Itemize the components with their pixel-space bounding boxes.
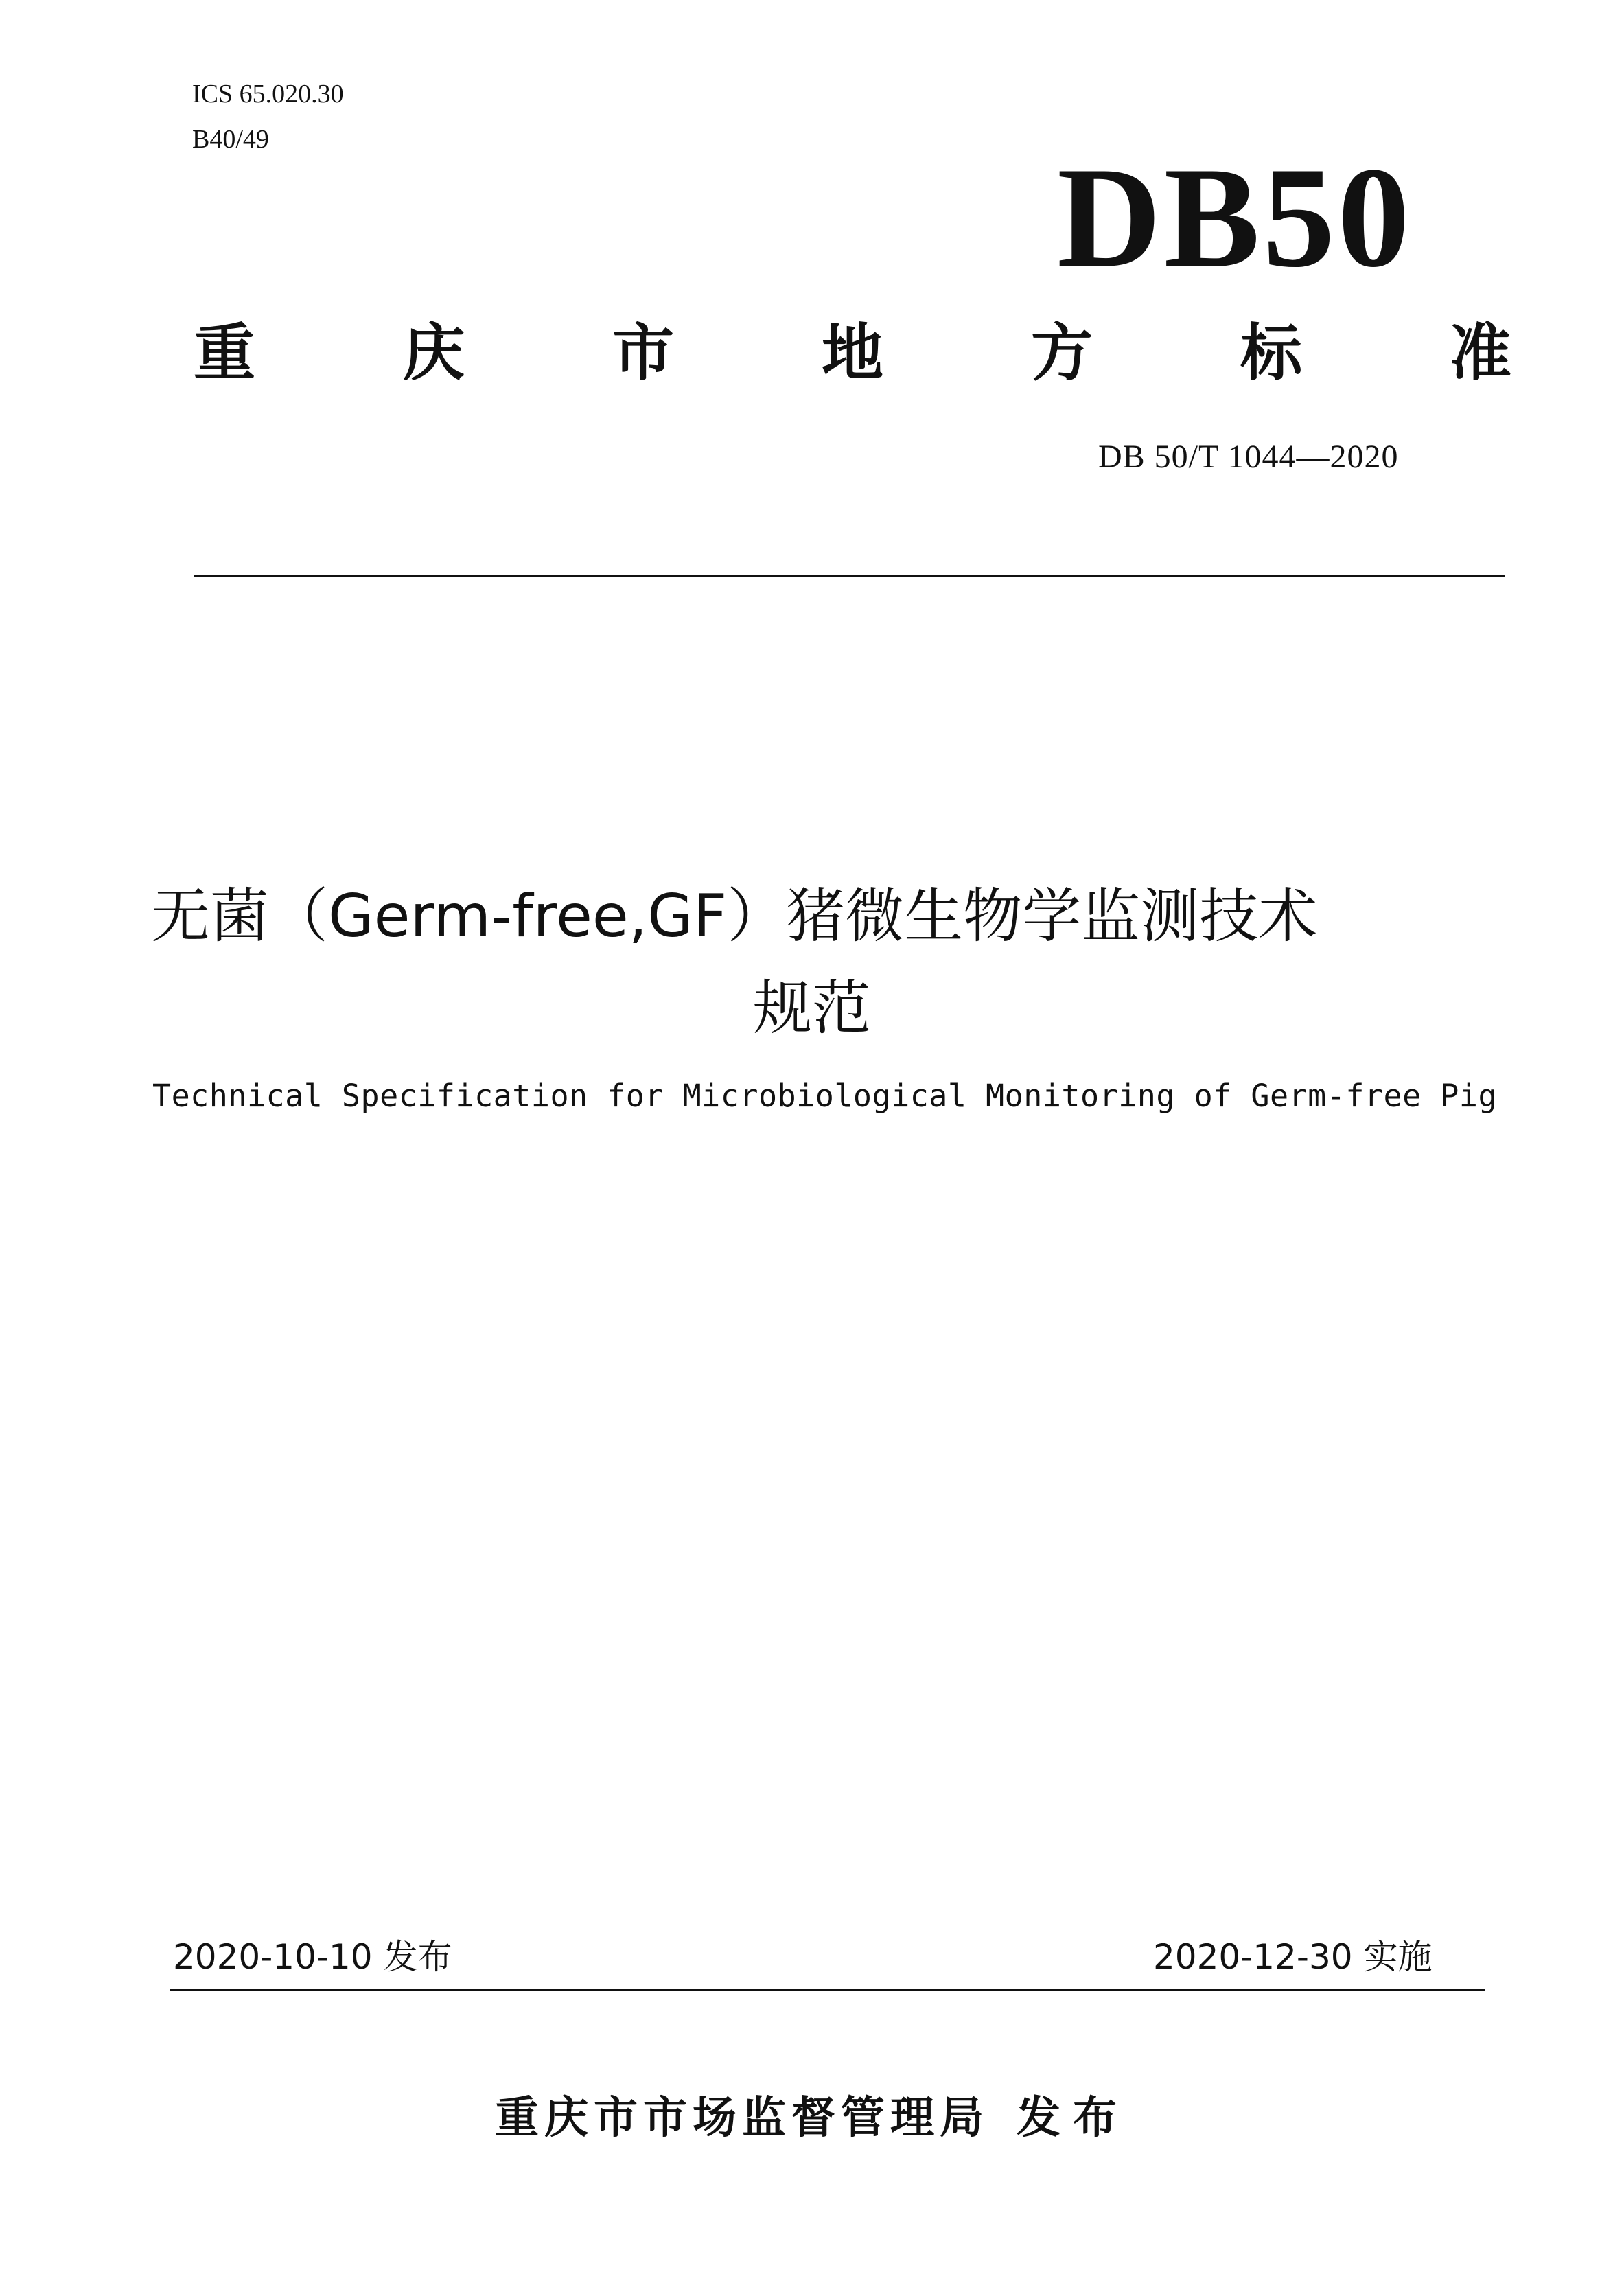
publish-action: 发布 [1017,2093,1129,2144]
standard-type-char: 市 [612,317,674,389]
standard-type-char: 重 [194,317,255,389]
implementation-date: 2020-12-30 实施 [1153,1937,1432,1977]
title-chinese-line-1: 无菌（Germ-free,GF）猪微生物学监测技术 [151,882,1318,951]
standard-type-char: 方 [1031,317,1093,389]
ics-code: ICS 65.020.30 [192,80,344,108]
standard-type-char: 标 [1240,317,1302,389]
standard-type-char: 准 [1450,317,1511,389]
publisher-name: 重庆市市场监督管理局 [495,2093,989,2144]
ccs-code: B40/49 [192,125,269,154]
standard-type-heading [194,317,1511,398]
db50-logo: DB50 [1057,138,1413,297]
title-english: Technical Specification for Microbiological Monitoring of Germ-free Pig [152,1078,1498,1114]
footer-divider [170,1989,1485,1991]
standard-type-char: 地 [822,317,883,389]
standard-type-char: 庆 [403,317,465,389]
title-chinese-line-2: 规范 [753,974,871,1043]
header-divider [194,575,1505,577]
issue-date: 2020-10-10 发布 [173,1937,452,1977]
publisher-line [0,2093,1624,2144]
standard-number: DB 50/T 1044—2020 [1098,439,1399,475]
